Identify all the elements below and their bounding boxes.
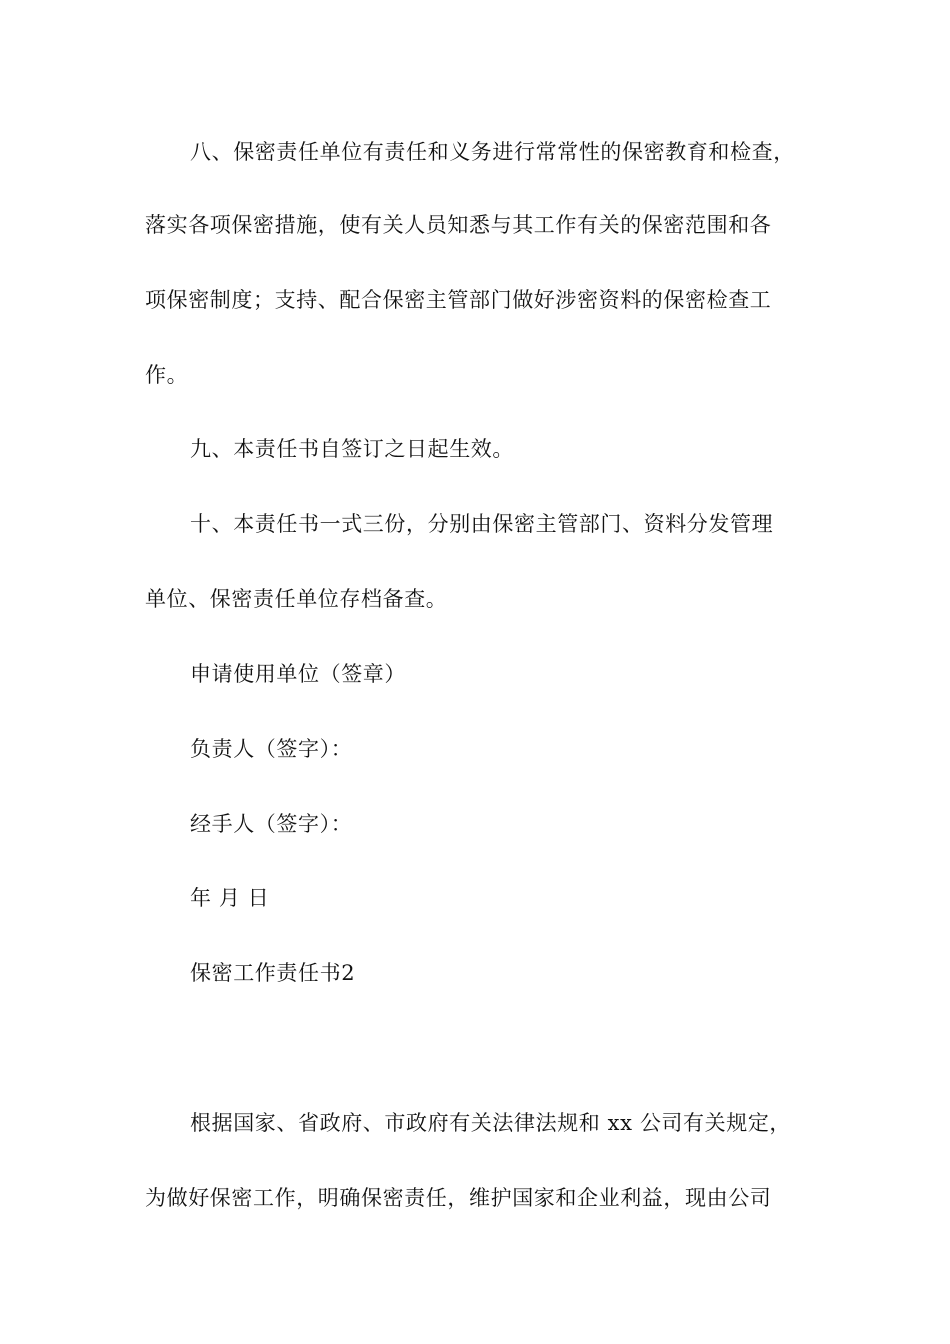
paragraph-8-line-1: 八、保密责任单位有责任和义务进行常常性的保密教育和检查， <box>190 140 795 164</box>
date-line: 年 月 日 <box>190 886 270 910</box>
intro-paragraph-line-2: 为做好保密工作，明确保密责任，维护国家和企业利益，现由公司 <box>145 1186 772 1210</box>
section-title: 保密工作责任书2 <box>190 961 356 985</box>
paragraph-10-line-2: 单位、保密责任单位存档备查。 <box>145 587 448 611</box>
paragraph-8-line-2: 落实各项保密措施，使有关人员知悉与其工作有关的保密范围和各 <box>145 213 772 237</box>
intro-paragraph-line-1: 根据国家、省政府、市政府有关法律法规和 xx 公司有关规定， <box>190 1111 792 1135</box>
paragraph-8-line-3: 项保密制度；支持、配合保密主管部门做好涉密资料的保密检查工 <box>145 288 772 312</box>
paragraph-10-line-1: 十、本责任书一式三份，分别由保密主管部门、资料分发管理 <box>190 512 774 536</box>
paragraph-8-line-4: 作。 <box>145 363 189 387</box>
paragraph-9: 九、本责任书自签订之日起生效。 <box>190 437 514 461</box>
responsible-person-signature: 负责人（签字）： <box>190 737 353 761</box>
handler-signature: 经手人（签字）： <box>190 812 353 836</box>
applicant-unit-signature: 申请使用单位（签章） <box>190 662 406 686</box>
